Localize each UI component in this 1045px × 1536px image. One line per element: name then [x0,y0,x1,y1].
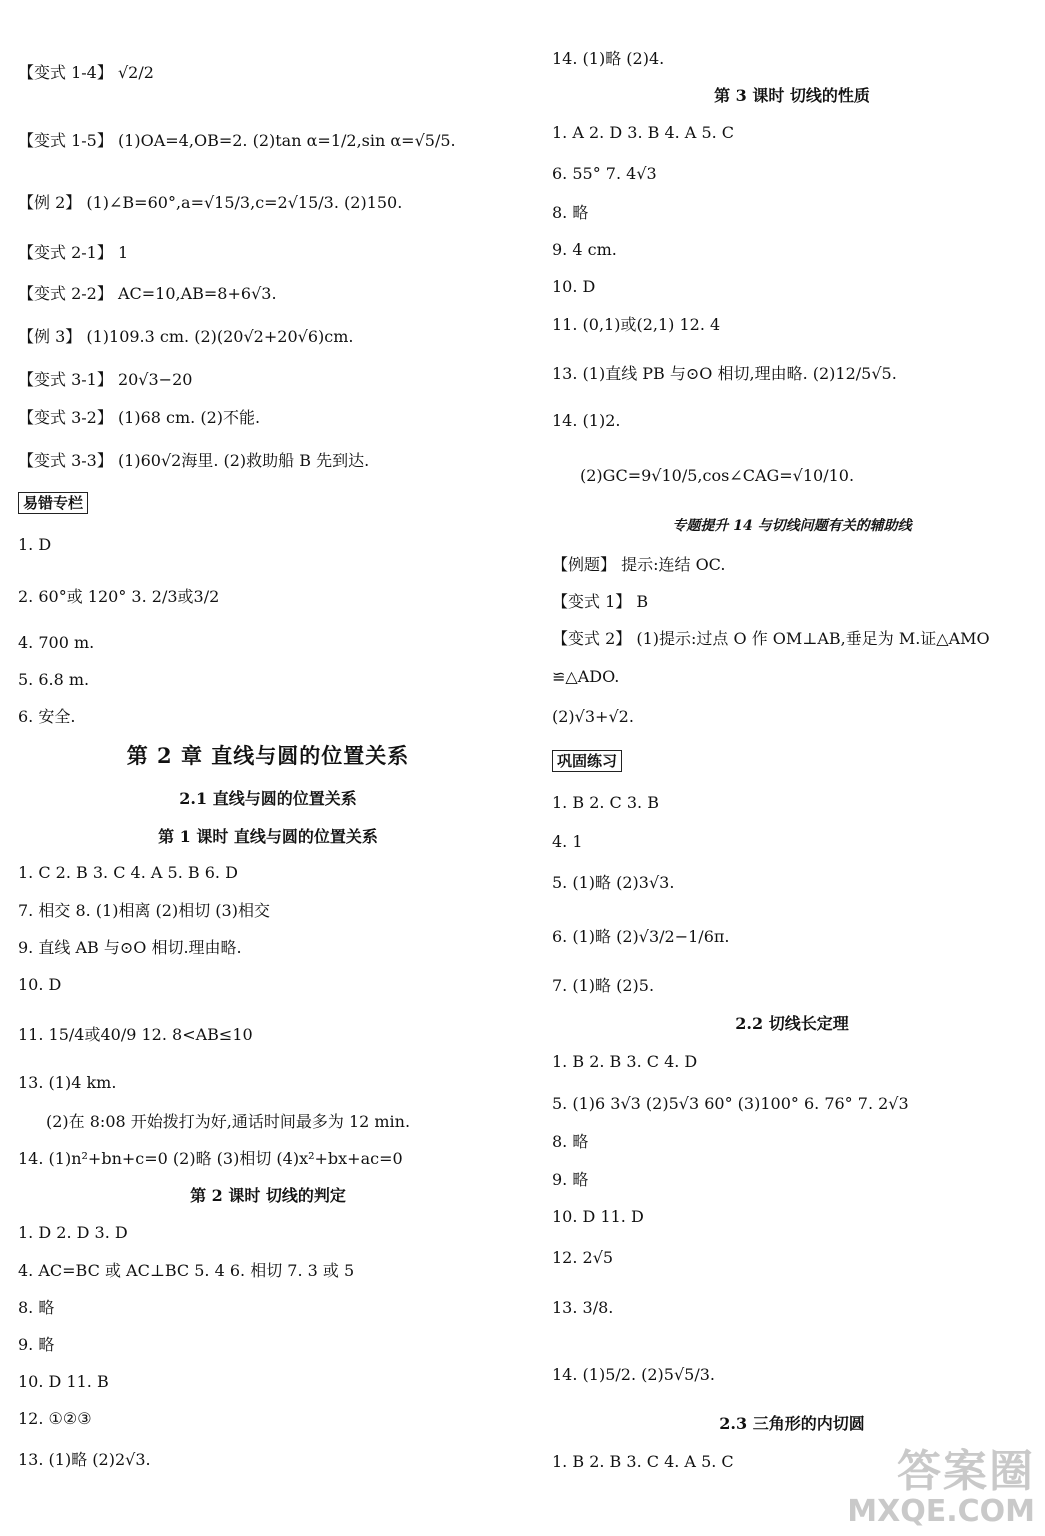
answer-line: 9. 直线 AB 与⊙O 相切.理由略. [18,938,242,957]
answer-line: 11. 15/4或40/9 12. 8<AB≤10 [18,1025,253,1044]
answer-line: 8. 略 [552,203,589,222]
answer-line: 10. D 11. D [552,1207,644,1226]
answer-line: 1. A 2. D 3. B 4. A 5. C [552,123,735,142]
answer-line: 1. B 2. B 3. C 4. D [552,1052,698,1071]
answer-line: 14. (1)n²+bn+c=0 (2)略 (3)相切 (4)x²+bx+ac=0 [18,1149,403,1168]
answer-line: 11. (0,1)或(2,1) 12. 4 [552,315,721,334]
answer-line: 13. (1)略 (2)2√3. [18,1450,151,1469]
section-box-label: 巩固练习 [552,750,622,772]
answer-line: 13. 3/8. [552,1298,614,1317]
answer-line: 14. (1)5/2. (2)5√5/3. [552,1365,715,1384]
topic-title: 专题提升 14 与切线问题有关的辅助线 [672,518,912,534]
answer-line: 9. 略 [552,1170,589,1189]
answer-line: 13. (1)直线 PB 与⊙O 相切,理由略. (2)12/5√5. [552,364,897,383]
answer-line: ≌△ADO. [552,667,620,686]
answer-line: 4. 1 [552,832,583,851]
answer-line: 【变式 1-5】 (1)OA=4,OB=2. (2)tan α=1/2,sin α=√5/5. [18,131,456,150]
answer-line: 2. 60°或 120° 3. 2/3或3/2 [18,587,220,606]
answer-line: 10. D [18,975,62,994]
answer-line: 1. D 2. D 3. D [18,1223,128,1242]
answer-line: 14. (1)略 (2)4. [552,49,665,68]
answer-line: 1. D [18,535,52,554]
answer-line: 6. 55° 7. 4√3 [552,164,657,183]
answer-line: 【变式 2-2】 AC=10,AB=8+6√3. [18,284,277,303]
answer-line: 5. 6.8 m. [18,670,90,689]
answer-line: 7. (1)略 (2)5. [552,976,655,995]
answer-line: 8. 略 [18,1298,55,1317]
answer-line: 14. (1)2. [552,411,621,430]
answer-line: 1. B 2. C 3. B [552,793,659,812]
chapter-title: 第 2 章 直线与圆的位置关系 [126,743,410,768]
answer-line: (2)√3+√2. [552,707,634,726]
section-box-label: 易错专栏 [18,492,88,514]
answer-line: 【变式 3-2】 (1)68 cm. (2)不能. [18,408,261,427]
lesson-title: 第 1 课时 直线与圆的位置关系 [158,827,378,846]
answer-line: 1. C 2. B 3. C 4. A 5. B 6. D [18,863,238,882]
answer-line: 【例题】 提示:连结 OC. [552,555,726,574]
answer-line: 5. (1)略 (2)3√3. [552,873,675,892]
watermark-logo-text: 答案圈 [897,1446,1035,1497]
answer-line: 【变式 1】 B [552,592,649,611]
answer-line: 7. 相交 8. (1)相离 (2)相切 (3)相交 [18,901,270,920]
answer-line: 10. D 11. B [18,1372,109,1391]
answer-line: (2)在 8:08 开始拨打为好,通话时间最多为 12 min. [46,1112,411,1131]
lesson-title: 第 3 课时 切线的性质 [714,86,870,105]
answer-line: 【例 2】 (1)∠B=60°,a=√15/3,c=2√15/3. (2)150. [18,193,403,212]
answer-line: (2)GC=9√10/5,cos∠CAG=√10/10. [580,466,855,485]
answer-line: 【变式 2-1】 1 [18,243,129,262]
answer-line: 4. 700 m. [18,633,95,652]
site-watermark [847,1448,1035,1528]
lesson-title: 第 2 课时 切线的判定 [190,1186,346,1205]
answer-line: 【例 3】 (1)109.3 cm. (2)(20√2+20√6)cm. [18,327,354,346]
answer-line: 6. 安全. [18,707,76,726]
section-title: 2.1 直线与圆的位置关系 [179,789,357,808]
section-title: 2.3 三角形的内切圆 [719,1414,865,1433]
answer-line: 【变式 3-3】 (1)60√2海里. (2)救助船 B 先到达. [18,451,370,470]
answer-line: 4. AC=BC 或 AC⊥BC 5. 4 6. 相切 7. 3 或 5 [18,1261,355,1280]
answer-line: 13. (1)4 km. [18,1073,117,1092]
answer-line: 9. 4 cm. [552,240,617,259]
answer-line: 12. 2√5 [552,1248,614,1267]
answer-line: 6. (1)略 (2)√3/2−1/6π. [552,927,730,946]
answer-line: 5. (1)6 3√3 (2)5√3 60° (3)100° 6. 76° 7. 2√3 [552,1094,909,1113]
watermark-url: MXQE.COM [847,1494,1035,1529]
answer-line: 【变式 2】 (1)提示:过点 O 作 OM⊥AB,垂足为 M.证△AMO [552,629,990,648]
answer-line: 【变式 3-1】 20√3−20 [18,370,193,389]
section-title: 2.2 切线长定理 [735,1014,849,1033]
answer-line: 【变式 1-4】 √2/2 [18,63,154,82]
answer-line: 10. D [552,277,596,296]
answer-line: 1. B 2. B 3. C 4. A 5. C [552,1452,734,1471]
answer-line: 9. 略 [18,1335,55,1354]
answer-line: 8. 略 [552,1132,589,1151]
answer-line: 12. ①②③ [18,1409,92,1428]
